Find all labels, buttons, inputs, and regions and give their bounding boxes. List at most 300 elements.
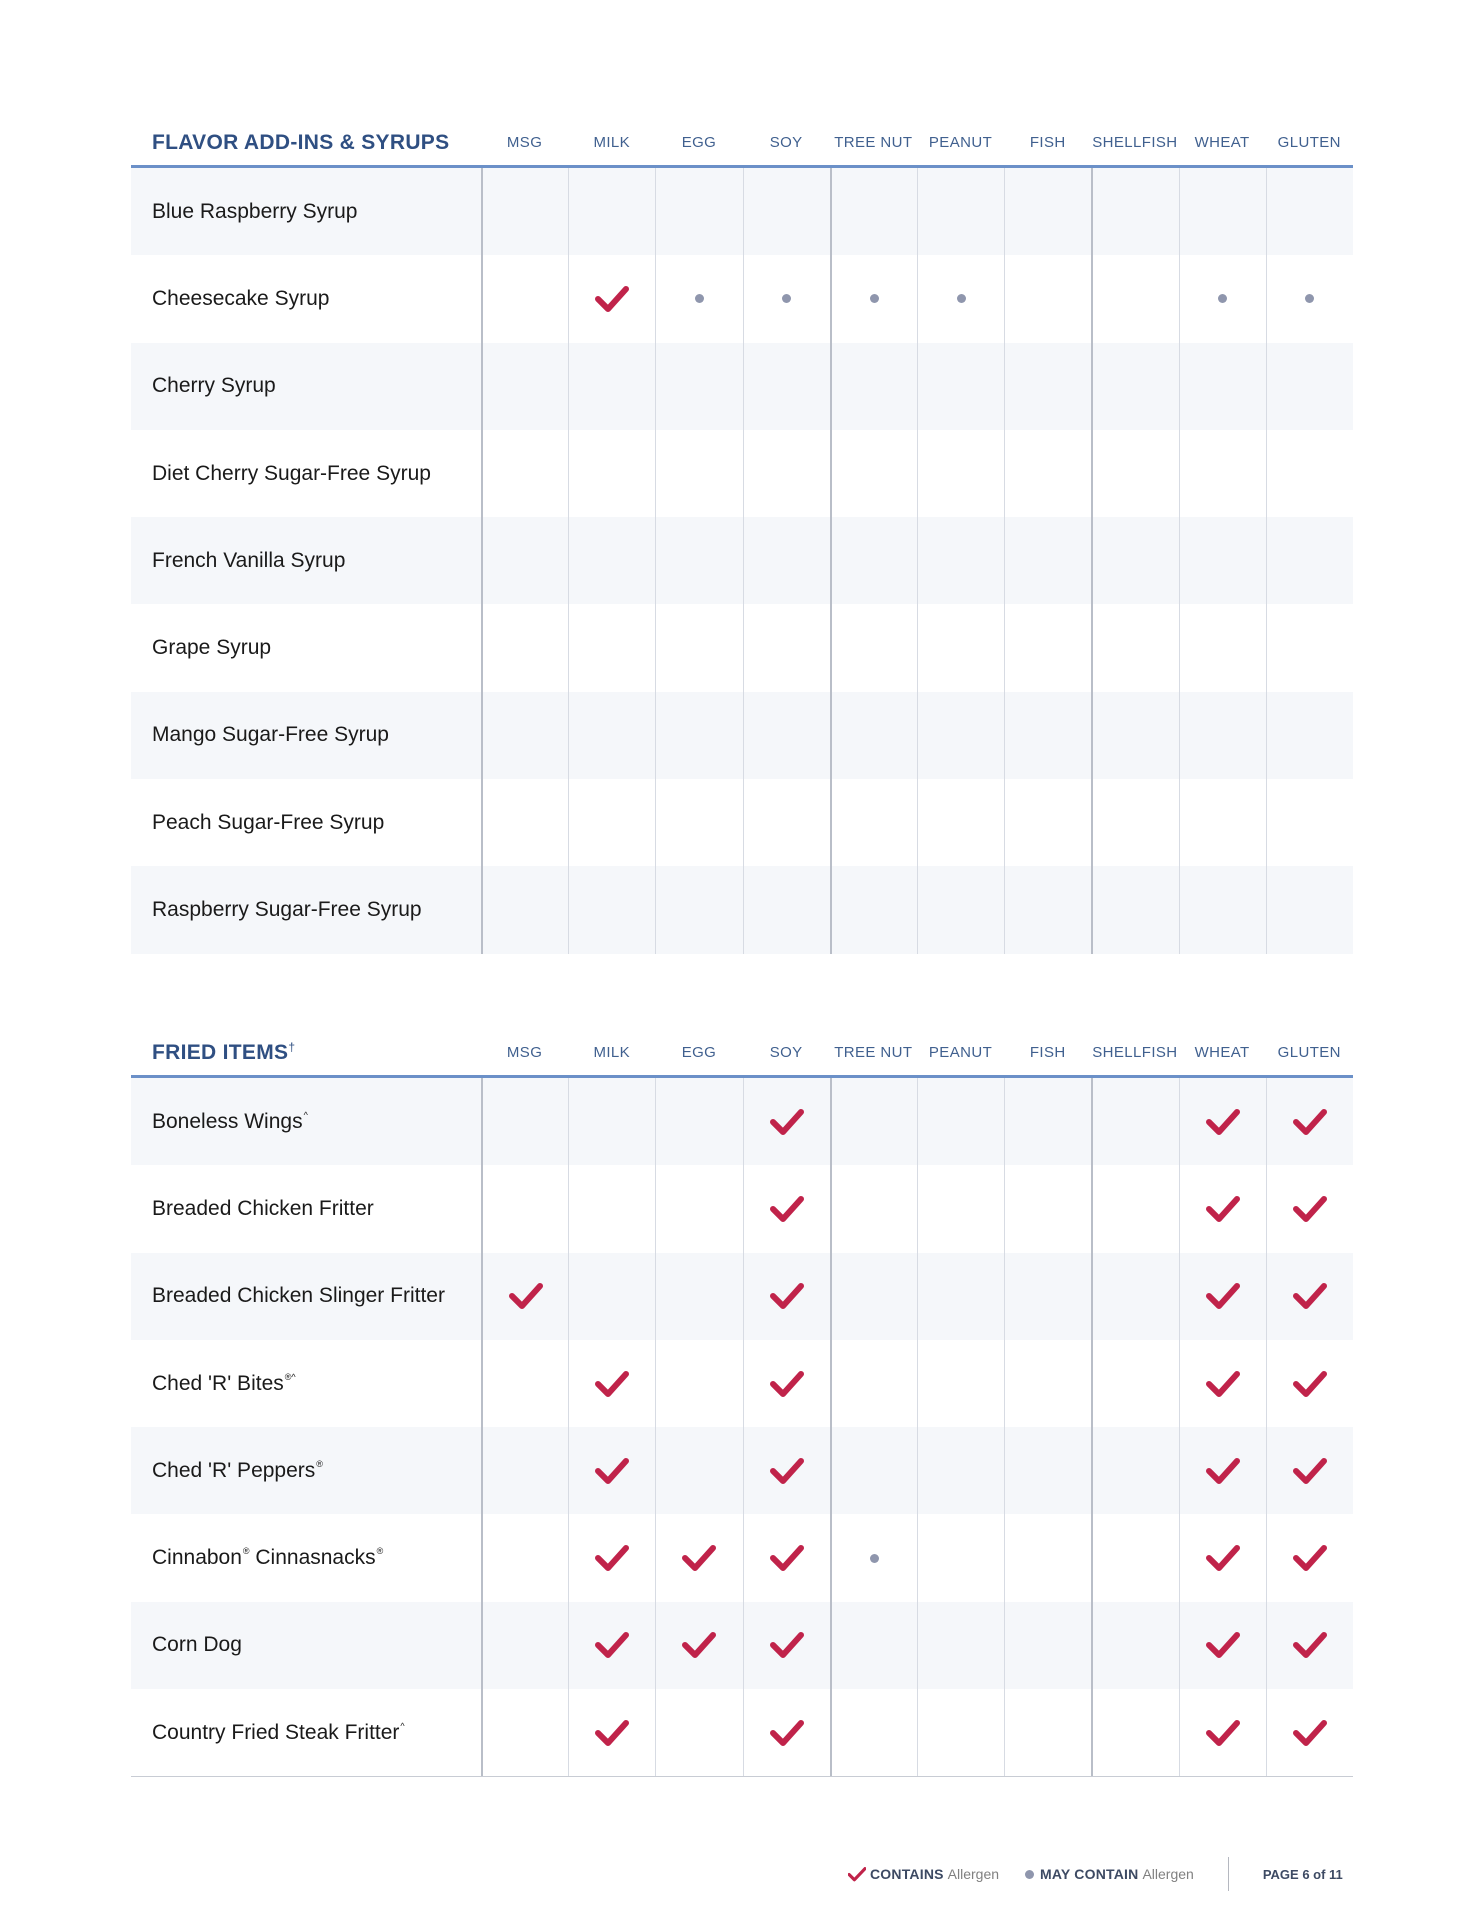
allergen-cell: [917, 1602, 1004, 1689]
allergen-cell: [481, 1514, 568, 1601]
item-name-text: Breaded Chicken Fritter: [152, 1196, 374, 1220]
allergen-cell: [1004, 1253, 1091, 1340]
allergen-cell: [917, 866, 1004, 953]
table-row: [131, 517, 1353, 604]
allergen-cell: [1091, 1340, 1178, 1427]
item-name-text: Blue Raspberry Syrup: [152, 199, 358, 223]
allergen-cell: [1091, 1689, 1178, 1776]
check-icon: [1293, 1282, 1327, 1310]
allergen-cell: [917, 1340, 1004, 1427]
allergen-cell: [655, 692, 742, 779]
allergen-cell: [743, 168, 830, 255]
item-name: [131, 866, 481, 953]
check-icon: [1206, 1282, 1240, 1310]
allergen-cell: [568, 168, 655, 255]
check-icon: [1293, 1195, 1327, 1223]
column-header: SOY: [769, 1044, 803, 1061]
allergen-cell: [1004, 779, 1091, 866]
allergen-cell: [830, 1340, 917, 1427]
item-name: [131, 604, 481, 691]
item-name-text: Cinnabon: [152, 1546, 242, 1570]
allergen-cell: [1179, 1427, 1266, 1514]
allergen-cell: [655, 604, 742, 691]
allergen-cell: [481, 779, 568, 866]
allergen-cell: [568, 604, 655, 691]
item-name-text: Grape Syrup: [152, 636, 272, 660]
legend-contains: [848, 1866, 999, 1882]
allergen-cell: [917, 168, 1004, 255]
column-header: SOY: [769, 134, 803, 151]
allergen-cell: [1179, 1689, 1266, 1776]
item-name-text: Ched 'R' Peppers: [152, 1458, 316, 1482]
allergen-cell: [830, 1165, 917, 1252]
allergen-cell: [1179, 1078, 1266, 1165]
column-header: WHEAT: [1194, 134, 1250, 151]
allergen-cell: [481, 168, 568, 255]
allergen-cell: [568, 866, 655, 953]
allergen-cell: [743, 430, 830, 517]
check-icon: [1206, 1544, 1240, 1572]
column-header: SHELLFISH: [1092, 134, 1178, 151]
allergen-cell: [655, 1340, 742, 1427]
allergen-cell: [1266, 1427, 1353, 1514]
allergen-cell: [568, 430, 655, 517]
allergen-cell: [830, 168, 917, 255]
allergen-cell: [1004, 1689, 1091, 1776]
allergen-cell: [1091, 1514, 1178, 1601]
legend-may-label: MAY CONTAIN: [1040, 1866, 1139, 1882]
item-name-mark: ®: [316, 1458, 323, 1469]
check-icon: [595, 1544, 629, 1572]
check-icon: [595, 1719, 629, 1747]
allergen-cell: [655, 255, 742, 342]
check-icon: [770, 1108, 804, 1136]
allergen-cell: [655, 866, 742, 953]
allergen-cell: [1266, 1165, 1353, 1252]
allergen-cell: [1266, 1602, 1353, 1689]
section-title: [131, 131, 481, 155]
check-icon: [770, 1631, 804, 1659]
allergen-cell: [481, 1253, 568, 1340]
allergen-cell: [1179, 866, 1266, 953]
table-row: [131, 1427, 1353, 1514]
check-icon: [1293, 1719, 1327, 1747]
allergen-cell: [743, 1602, 830, 1689]
item-name: [131, 343, 481, 430]
allergen-cell: [743, 1165, 830, 1252]
column-header: FISH: [1029, 134, 1066, 151]
check-icon: [509, 1282, 543, 1310]
allergen-cell: [830, 1689, 917, 1776]
allergen-cell: [568, 1340, 655, 1427]
allergen-cell: [1004, 1340, 1091, 1427]
column-header: PEANUT: [928, 134, 993, 151]
allergen-cell: [1266, 430, 1353, 517]
item-name-mark: ®: [376, 1546, 384, 1557]
table-row: [131, 1514, 1353, 1601]
allergen-cell: [830, 604, 917, 691]
allergen-cell: [917, 779, 1004, 866]
check-icon: [1206, 1457, 1240, 1485]
allergen-cell: [481, 1340, 568, 1427]
allergen-cell: [568, 692, 655, 779]
dot-icon: [782, 294, 791, 303]
check-icon: [770, 1457, 804, 1485]
item-name: [131, 1165, 481, 1252]
allergen-cell: [1091, 1165, 1178, 1252]
allergen-cell: [743, 1427, 830, 1514]
allergen-cell: [830, 1514, 917, 1601]
column-header: TREE NUT: [834, 134, 913, 151]
item-name: [131, 1602, 481, 1689]
table-row: [131, 866, 1353, 953]
check-icon: [1293, 1108, 1327, 1136]
allergen-cell: [830, 1427, 917, 1514]
allergen-cell: [1266, 1689, 1353, 1776]
allergen-cell: [1266, 517, 1353, 604]
allergen-cell: [655, 1602, 742, 1689]
allergen-cell: [1091, 168, 1178, 255]
allergen-cell: [655, 1689, 742, 1776]
check-icon: [770, 1195, 804, 1223]
item-name-mark: ®^: [284, 1371, 296, 1382]
allergen-cell: [830, 1253, 917, 1340]
column-header: EGG: [681, 1044, 717, 1061]
allergen-cell: [917, 255, 1004, 342]
allergen-cell: [1004, 343, 1091, 430]
column-header: TREE NUT: [834, 1044, 913, 1061]
item-name-mark: ^: [303, 1109, 308, 1120]
check-icon: [682, 1544, 716, 1572]
check-icon: [770, 1719, 804, 1747]
item-name-text: Boneless Wings: [152, 1109, 303, 1133]
allergen-cell: [917, 1689, 1004, 1776]
allergen-cell: [655, 1253, 742, 1340]
allergen-cell: [830, 692, 917, 779]
allergen-cell: [1179, 1253, 1266, 1340]
allergen-cell: [1266, 1078, 1353, 1165]
allergen-cell: [1266, 866, 1353, 953]
section-title-text: FRIED ITEMS: [152, 1041, 289, 1064]
allergen-cell: [1004, 692, 1091, 779]
legend-contains-text: Allergen: [947, 1866, 1000, 1882]
allergen-cell: [481, 692, 568, 779]
allergen-cell: [830, 517, 917, 604]
table-row: [131, 1340, 1353, 1427]
allergen-cell: [1179, 604, 1266, 691]
allergen-cell: [655, 343, 742, 430]
allergen-cell: [1091, 430, 1178, 517]
allergen-cell: [481, 866, 568, 953]
item-name: [131, 779, 481, 866]
allergen-cell: [568, 1165, 655, 1252]
allergen-cell: [1091, 517, 1178, 604]
item-name: [131, 692, 481, 779]
allergen-cell: [1266, 779, 1353, 866]
allergen-cell: [830, 1078, 917, 1165]
allergen-cell: [1179, 779, 1266, 866]
table-bottom-rule: [131, 1776, 1353, 1777]
check-icon: [1206, 1195, 1240, 1223]
item-name-text: French Vanilla Syrup: [152, 548, 346, 572]
column-header: MILK: [593, 134, 631, 151]
allergen-cell: [1091, 604, 1178, 691]
dot-icon: [695, 294, 704, 303]
check-icon: [770, 1282, 804, 1310]
table-row: [131, 1253, 1353, 1340]
item-name: [131, 1689, 481, 1776]
legend-may-text: Allergen: [1142, 1866, 1194, 1882]
allergen-cell: [568, 1514, 655, 1601]
allergen-cell: [1266, 1340, 1353, 1427]
allergen-cell: [830, 255, 917, 342]
page-number: PAGE 6 of 11: [1262, 1866, 1343, 1882]
check-icon: [848, 1867, 866, 1882]
allergen-cell: [1091, 343, 1178, 430]
allergen-cell: [1004, 430, 1091, 517]
check-icon: [1293, 1631, 1327, 1659]
item-name-text: Corn Dog: [152, 1633, 242, 1657]
allergen-cell: [917, 517, 1004, 604]
section-title-text: FLAVOR ADD-INS & SYRUPS: [152, 130, 450, 154]
check-icon: [595, 1631, 629, 1659]
check-icon: [1293, 1544, 1327, 1572]
table-row: [131, 1689, 1353, 1776]
allergen-cell: [655, 1078, 742, 1165]
column-header: PEANUT: [928, 1044, 993, 1061]
allergen-cell: [743, 255, 830, 342]
allergen-cell: [917, 1165, 1004, 1252]
allergen-cell: [1266, 343, 1353, 430]
allergen-cell: [1179, 1602, 1266, 1689]
item-name-text: Diet Cherry Sugar-Free Syrup: [152, 461, 431, 485]
allergen-cell: [655, 168, 742, 255]
column-header: EGG: [681, 134, 717, 151]
allergen-cell: [568, 779, 655, 866]
allergen-cell: [1266, 1253, 1353, 1340]
allergen-cell: [917, 1078, 1004, 1165]
item-name-text: Cherry Syrup: [152, 374, 276, 398]
allergen-cell: [743, 1078, 830, 1165]
item-name: [131, 1078, 481, 1165]
allergen-cell: [1091, 1078, 1178, 1165]
allergen-cell: [481, 1602, 568, 1689]
allergen-cell: [568, 1078, 655, 1165]
item-name-text: Breaded Chicken Slinger Fritter: [152, 1284, 445, 1308]
allergen-cell: [481, 1165, 568, 1252]
allergen-cell: [481, 343, 568, 430]
allergen-cell: [1179, 168, 1266, 255]
table-row: [131, 430, 1353, 517]
allergen-cell: [481, 1078, 568, 1165]
allergen-cell: [481, 1427, 568, 1514]
check-icon: [595, 1370, 629, 1398]
check-icon: [1293, 1370, 1327, 1398]
allergen-cell: [568, 517, 655, 604]
column-header: MILK: [593, 1044, 631, 1061]
allergen-cell: [655, 779, 742, 866]
allergen-cell: [1091, 1253, 1178, 1340]
allergen-cell: [917, 1427, 1004, 1514]
allergen-cell: [743, 692, 830, 779]
section-title: [131, 1040, 481, 1065]
allergen-cell: [1004, 604, 1091, 691]
allergen-cell: [1004, 1078, 1091, 1165]
item-name: [131, 430, 481, 517]
check-icon: [1206, 1631, 1240, 1659]
allergen-cell: [1004, 1602, 1091, 1689]
legend-contains-label: CONTAINS: [870, 1866, 944, 1882]
legend-divider: [1228, 1857, 1229, 1891]
check-icon: [595, 285, 629, 313]
table-row: [131, 168, 1353, 255]
column-header: MSG: [506, 1044, 543, 1061]
allergen-cell: [568, 343, 655, 430]
allergen-cell: [830, 779, 917, 866]
allergen-cell: [917, 343, 1004, 430]
item-name-text: Country Fried Steak Fritter: [152, 1720, 400, 1744]
allergen-cell: [743, 1514, 830, 1601]
item-name: [131, 168, 481, 255]
dot-icon: [870, 1554, 879, 1563]
allergen-cell: [743, 779, 830, 866]
allergen-cell: [1091, 1602, 1178, 1689]
allergen-cell: [655, 1165, 742, 1252]
allergen-cell: [568, 255, 655, 342]
allergen-cell: [481, 1689, 568, 1776]
allergen-cell: [830, 866, 917, 953]
allergen-cell: [1266, 255, 1353, 342]
table-row: [131, 343, 1353, 430]
allergen-cell: [1004, 168, 1091, 255]
item-name: [131, 1253, 481, 1340]
allergen-cell: [1004, 255, 1091, 342]
allergen-cell: [1004, 1427, 1091, 1514]
dot-icon: [870, 294, 879, 303]
allergen-cell: [743, 1689, 830, 1776]
allergen-cell: [830, 343, 917, 430]
dot-icon: [1218, 294, 1227, 303]
allergen-cell: [743, 1340, 830, 1427]
item-name-text: Peach Sugar-Free Syrup: [152, 810, 385, 834]
item-name-text: Raspberry Sugar-Free Syrup: [152, 898, 422, 922]
allergen-cell: [1091, 866, 1178, 953]
flavor-syrups-table: [131, 120, 1353, 954]
allergen-cell: [655, 430, 742, 517]
allergen-cell: [481, 604, 568, 691]
item-name: [131, 1514, 481, 1601]
allergen-cell: [743, 1253, 830, 1340]
item-name: [131, 1340, 481, 1427]
allergen-cell: [743, 604, 830, 691]
table-row: [131, 692, 1353, 779]
check-icon: [770, 1544, 804, 1572]
allergen-cell: [1091, 255, 1178, 342]
allergen-cell: [743, 343, 830, 430]
item-name-text: Ched 'R' Bites: [152, 1371, 284, 1395]
allergen-cell: [568, 1253, 655, 1340]
column-header: FISH: [1029, 1044, 1066, 1061]
check-icon: [1206, 1719, 1240, 1747]
allergen-cell: [743, 517, 830, 604]
check-icon: [1206, 1108, 1240, 1136]
allergen-cell: [1179, 1340, 1266, 1427]
allergen-cell: [917, 604, 1004, 691]
allergen-cell: [1179, 430, 1266, 517]
allergen-cell: [1266, 604, 1353, 691]
allergen-cell: [1179, 1514, 1266, 1601]
check-icon: [1293, 1457, 1327, 1485]
fried-items-table: [131, 1030, 1353, 1777]
column-header: MSG: [506, 134, 543, 151]
column-header: SHELLFISH: [1092, 1044, 1178, 1061]
item-name-mark: ^: [400, 1720, 405, 1731]
table-row: [131, 1078, 1353, 1165]
allergen-cell: [917, 692, 1004, 779]
allergen-cell: [1179, 692, 1266, 779]
allergen-cell: [655, 517, 742, 604]
allergen-cell: [917, 430, 1004, 517]
column-header: WHEAT: [1194, 1044, 1250, 1061]
dot-icon: [957, 294, 966, 303]
item-name: [131, 1427, 481, 1514]
column-header: GLUTEN: [1277, 134, 1341, 151]
dot-icon: [1305, 294, 1314, 303]
allergen-cell: [655, 1514, 742, 1601]
item-name-text: Mango Sugar-Free Syrup: [152, 723, 389, 747]
column-header: GLUTEN: [1277, 1044, 1341, 1061]
check-icon: [1206, 1370, 1240, 1398]
allergen-cell: [1091, 779, 1178, 866]
dot-icon: [1025, 1870, 1034, 1879]
allergen-cell: [1179, 517, 1266, 604]
allergen-cell: [917, 1253, 1004, 1340]
allergen-cell: [830, 1602, 917, 1689]
table-row: [131, 1602, 1353, 1689]
allergen-cell: [655, 1427, 742, 1514]
legend-may-contain: [1025, 1866, 1194, 1882]
section-title-mark: †: [288, 1040, 296, 1054]
item-name: [131, 517, 481, 604]
allergen-cell: [481, 430, 568, 517]
allergen-cell: [1004, 517, 1091, 604]
table-row: [131, 604, 1353, 691]
allergen-cell: [1266, 692, 1353, 779]
table-row: [131, 779, 1353, 866]
allergen-cell: [830, 430, 917, 517]
table-row: [131, 255, 1353, 342]
allergen-cell: [1179, 343, 1266, 430]
check-icon: [770, 1370, 804, 1398]
item-name-mark: ®: [242, 1546, 250, 1557]
allergen-cell: [917, 1514, 1004, 1601]
table-header: [131, 120, 1353, 168]
table-header: [131, 1030, 1353, 1078]
allergen-cell: [1004, 1165, 1091, 1252]
allergen-cell: [743, 866, 830, 953]
allergen-cell: [1266, 168, 1353, 255]
allergen-cell: [481, 517, 568, 604]
table-row: [131, 1165, 1353, 1252]
allergen-cell: [568, 1427, 655, 1514]
allergen-cell: [481, 255, 568, 342]
allergen-cell: [1091, 692, 1178, 779]
allergen-cell: [568, 1602, 655, 1689]
check-icon: [595, 1457, 629, 1485]
allergen-cell: [1179, 255, 1266, 342]
allergen-cell: [1004, 1514, 1091, 1601]
item-name-text: Cinnasnacks: [249, 1546, 376, 1570]
